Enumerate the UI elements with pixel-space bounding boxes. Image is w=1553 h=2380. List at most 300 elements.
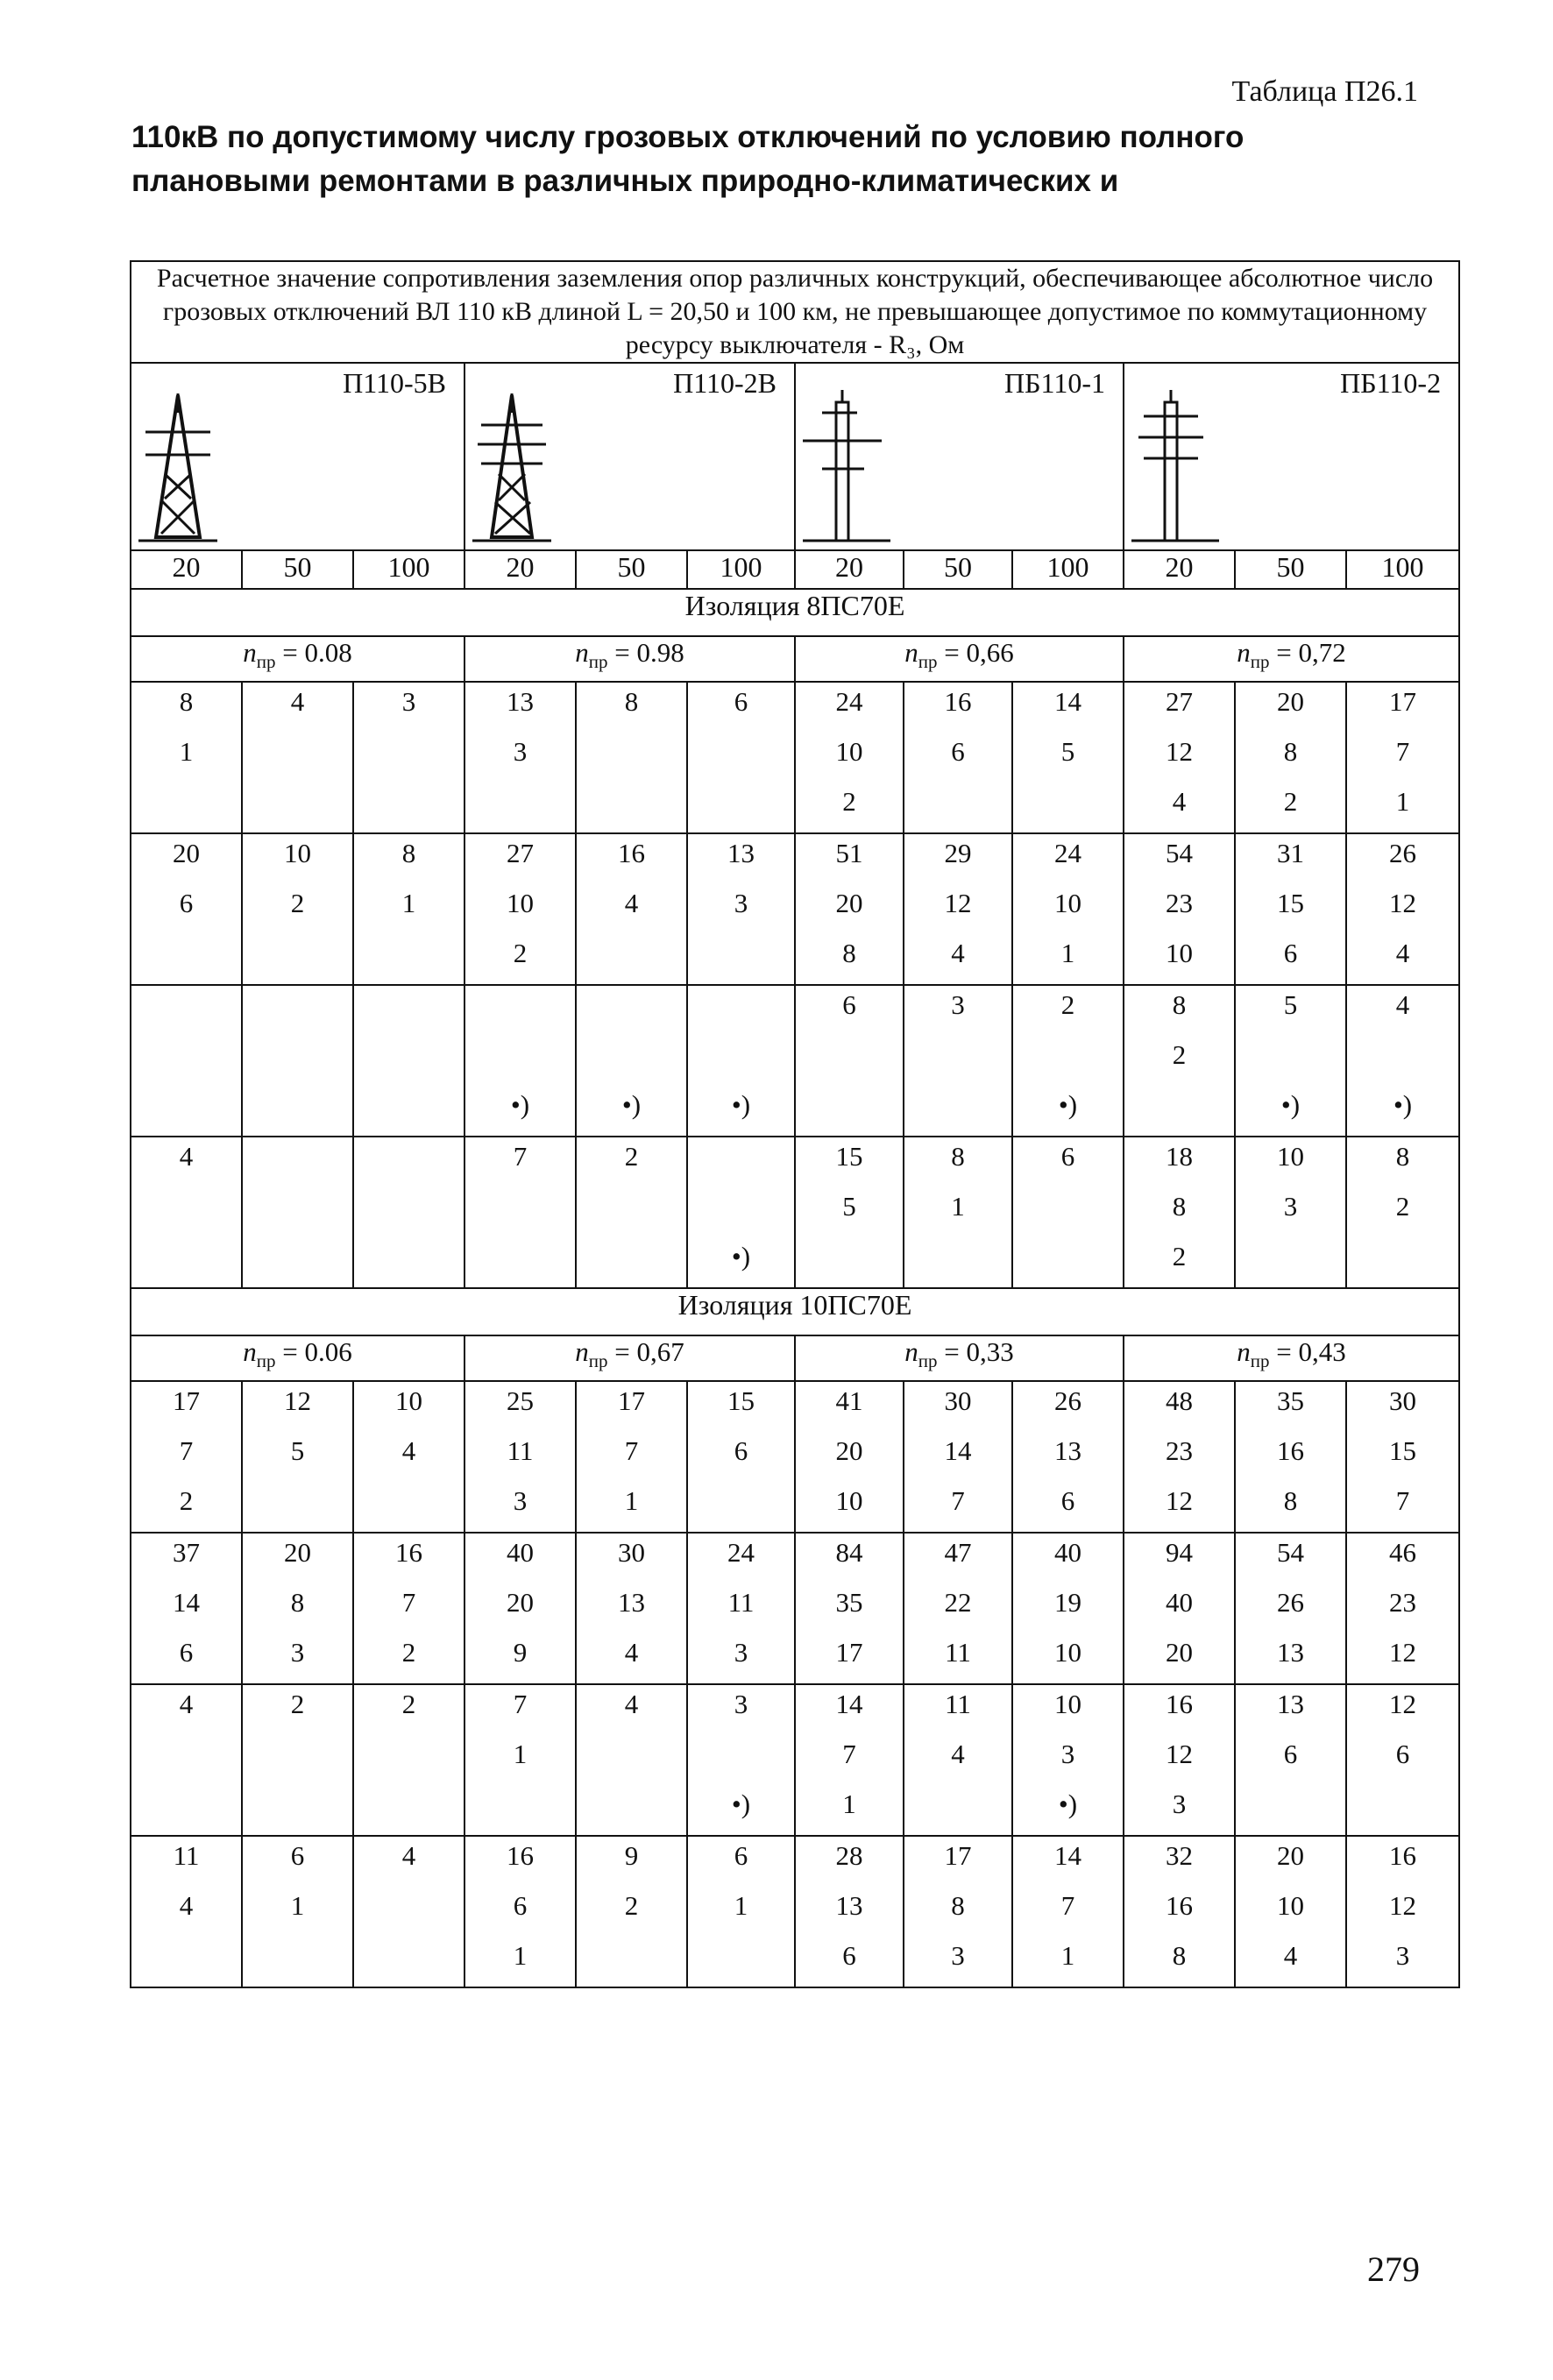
cell-value: 13	[1277, 1637, 1304, 1668]
table-cell	[353, 833, 464, 985]
cell-value	[577, 1036, 686, 1086]
table-row	[131, 1836, 1459, 1987]
cell-value: 12	[944, 888, 972, 918]
cell-value: 10	[1277, 1890, 1304, 1921]
table-cell	[1346, 682, 1459, 833]
length-header-cell: 20	[131, 550, 242, 589]
table-row	[131, 1533, 1459, 1684]
length-header-cell: 50	[1235, 550, 1346, 589]
cell-value: 4	[951, 1739, 965, 1769]
table-cell	[464, 682, 576, 833]
table-cell	[242, 1381, 353, 1533]
length-header-cell: 20	[795, 550, 904, 589]
cell-value	[354, 1137, 464, 1187]
cell-value: 15	[835, 1141, 863, 1172]
table-cell	[1124, 1137, 1235, 1288]
table-cell	[1012, 1137, 1124, 1288]
table-cell	[576, 1836, 687, 1987]
table-cell	[576, 682, 687, 833]
cell-value: 10	[395, 1385, 422, 1416]
coefficient-cell	[1124, 636, 1459, 682]
cell-value: 4	[624, 1637, 639, 1668]
table-cell	[131, 1533, 242, 1684]
cell-value: 35	[835, 1587, 863, 1618]
cell-value: 4	[1395, 938, 1410, 968]
cell-value: 3	[734, 1689, 748, 1719]
cell-value: 4	[1283, 1940, 1298, 1971]
coefficient-value: = 0,67	[614, 1336, 684, 1367]
cell-value: 40	[507, 1537, 534, 1568]
n-symbol: n	[904, 637, 918, 668]
cell-value: •)	[621, 1089, 642, 1120]
cell-value: 25	[507, 1385, 534, 1416]
table-cell	[464, 1381, 576, 1533]
cell-value: 24	[727, 1537, 755, 1568]
coefficient-cell	[1124, 1335, 1459, 1381]
cell-value: 48	[1166, 1385, 1193, 1416]
coefficient-value: = 0,66	[944, 637, 1014, 668]
cell-value: 1	[734, 1890, 748, 1921]
cell-value: 17	[173, 1385, 200, 1416]
cell-value: 8	[951, 1141, 965, 1172]
cell-value: •)	[1280, 1089, 1301, 1120]
cell-value: 15	[727, 1385, 755, 1416]
table-cell	[131, 985, 242, 1137]
heading-line-1: 110кВ по допустимому числу грозовых отключений по условию полного	[131, 120, 1245, 154]
n-subscript: пр	[588, 651, 608, 673]
length-header-cell: 50	[904, 550, 1012, 589]
cell-value: 3	[1060, 1739, 1075, 1769]
coefficient-cell	[464, 1335, 795, 1381]
table-cell	[687, 1533, 795, 1684]
cell-value: 16	[944, 686, 972, 717]
table-cell	[576, 1533, 687, 1684]
cell-value: 6	[1283, 938, 1298, 968]
table-cell	[904, 1137, 1012, 1288]
cell-value: 4	[624, 1689, 639, 1719]
table-cell	[1124, 1533, 1235, 1684]
cell-value: 41	[835, 1385, 863, 1416]
cell-value: 6	[842, 989, 856, 1020]
cell-value: 10	[284, 838, 311, 868]
cell-value: 3	[290, 1637, 305, 1668]
n-symbol: n	[575, 1336, 589, 1367]
cell-value: 3	[1172, 1789, 1187, 1819]
cell-value: 84	[835, 1537, 863, 1568]
cell-value: 11	[945, 1689, 971, 1719]
cell-value: 7	[1395, 1485, 1410, 1516]
table-cell	[1235, 1836, 1346, 1987]
table-cell	[1124, 1684, 1235, 1836]
cell-value: 8	[1283, 736, 1298, 767]
table-cell	[131, 1137, 242, 1288]
table-cell	[904, 833, 1012, 985]
cell-value: 16	[1166, 1689, 1193, 1719]
table-cell	[353, 682, 464, 833]
cell-value: 6	[734, 686, 748, 717]
cell-value: 4	[179, 1689, 194, 1719]
cell-value: 10	[1277, 1141, 1304, 1172]
cell-value: 4	[179, 1141, 194, 1172]
table-cell	[576, 1137, 687, 1288]
cell-value: •)	[731, 1789, 751, 1819]
table-cell	[687, 1137, 795, 1288]
cell-value: 20	[835, 888, 863, 918]
cell-value: 30	[1389, 1385, 1417, 1416]
table-cell	[687, 682, 795, 833]
table-cell	[576, 1684, 687, 1836]
length-header-cell: 20	[1124, 550, 1235, 589]
cell-value: 54	[1166, 838, 1193, 868]
table-cell	[795, 682, 904, 833]
cell-value	[354, 986, 464, 1036]
cell-value	[131, 986, 241, 1036]
cell-value: 27	[1166, 686, 1193, 717]
page-number: 279	[1367, 2249, 1420, 2289]
table-cell	[795, 1836, 904, 1987]
cell-value: 2	[179, 1485, 194, 1516]
cell-value: 20	[173, 838, 200, 868]
cell-value: 16	[1166, 1890, 1193, 1921]
cell-value: 15	[1277, 888, 1304, 918]
cell-value: 7	[842, 1739, 856, 1769]
cell-value: 1	[401, 888, 416, 918]
n-subscript: пр	[588, 1350, 608, 1372]
table-cell	[131, 1684, 242, 1836]
cell-value: 13	[835, 1890, 863, 1921]
cell-value: 14	[173, 1587, 200, 1618]
cell-value: 4	[624, 888, 639, 918]
cell-value: 2	[401, 1637, 416, 1668]
table-cell	[464, 1137, 576, 1288]
cell-value: 1	[1395, 786, 1410, 817]
table-cell	[1235, 1684, 1346, 1836]
cell-value: 47	[944, 1537, 972, 1568]
cell-value: 8	[1283, 1485, 1298, 1516]
cell-value: •)	[731, 1089, 751, 1120]
table-cell	[904, 1836, 1012, 1987]
cell-value	[688, 986, 794, 1036]
table-cell	[904, 1684, 1012, 1836]
cell-value: 14	[835, 1689, 863, 1719]
cell-value: 37	[173, 1537, 200, 1568]
cell-value: 4	[179, 1890, 194, 1921]
cell-value: 2	[1283, 786, 1298, 817]
cell-value: 3	[951, 1940, 965, 1971]
coefficient-value: = 0.98	[614, 637, 684, 668]
cell-value: 6	[842, 1940, 856, 1971]
cell-value: 20	[835, 1435, 863, 1466]
table-cell	[687, 1836, 795, 1987]
table-cell	[353, 985, 464, 1137]
cell-value: 13	[1054, 1435, 1081, 1466]
cell-value: 32	[1166, 1840, 1193, 1871]
cell-value: 7	[1060, 1890, 1075, 1921]
table-cell	[1346, 833, 1459, 985]
table-cell	[687, 833, 795, 985]
cell-value: 12	[1166, 736, 1193, 767]
cell-value: 26	[1054, 1385, 1081, 1416]
tower-name: ПБ110-2	[1340, 367, 1442, 399]
table-cell	[1235, 1381, 1346, 1533]
tower-header-p110-2v	[464, 363, 795, 550]
cell-value: 6	[1283, 1739, 1298, 1769]
cell-value: 1	[951, 1191, 965, 1222]
cell-value: 4	[951, 938, 965, 968]
table-cell	[242, 1533, 353, 1684]
cell-value: 2	[401, 1689, 416, 1719]
tower-header-pb110-2	[1124, 363, 1459, 550]
cell-value: 6	[179, 1637, 194, 1668]
cell-value: 16	[618, 838, 645, 868]
table-cell	[131, 1836, 242, 1987]
table-cell	[687, 1684, 795, 1836]
cell-value: 8	[1172, 1191, 1187, 1222]
cell-value: 12	[1389, 888, 1417, 918]
table-cell	[904, 985, 1012, 1137]
cell-value: 20	[1166, 1637, 1193, 1668]
cell-value: 3	[513, 1485, 528, 1516]
insulation-header: Изоляция 10ПС70Е	[131, 1288, 1459, 1335]
cell-value: 5	[290, 1435, 305, 1466]
cell-value: 16	[1389, 1840, 1417, 1871]
cell-value: 17	[618, 1385, 645, 1416]
table-cell	[576, 1381, 687, 1533]
cell-value: 8	[1395, 1141, 1410, 1172]
length-header-cell: 100	[1012, 550, 1124, 589]
concrete-pole-double-icon	[1131, 386, 1219, 544]
table-cell	[131, 833, 242, 985]
cell-value: 11	[727, 1587, 755, 1618]
cell-value: 1	[842, 1789, 856, 1819]
cell-value: 7	[513, 1689, 528, 1719]
cell-value: 13	[1277, 1689, 1304, 1719]
table-heading	[131, 116, 1455, 203]
table-row	[131, 1381, 1459, 1533]
table-cell	[576, 985, 687, 1137]
cell-value: 29	[944, 838, 972, 868]
table-cell	[1235, 833, 1346, 985]
table-cell	[904, 1533, 1012, 1684]
cell-value: 8	[624, 686, 639, 717]
cell-value: 7	[513, 1141, 528, 1172]
cell-value: 4	[401, 1840, 416, 1871]
cell-value: 16	[395, 1537, 422, 1568]
cell-value: 17	[1389, 686, 1417, 717]
cell-value: 1	[513, 1739, 528, 1769]
cell-value	[688, 1036, 794, 1086]
cell-value: 27	[507, 838, 534, 868]
insulation-header: Изоляция 8ПС70Е	[131, 589, 1459, 636]
tower-name: ПБ110-1	[1004, 367, 1105, 399]
length-header-cell: 20	[464, 550, 576, 589]
table-cell	[1124, 682, 1235, 833]
n-subscript: пр	[256, 651, 276, 673]
cell-value: 7	[179, 1435, 194, 1466]
cell-value: 15	[1389, 1435, 1417, 1466]
cell-value	[243, 1137, 352, 1187]
coefficient-value: = 0.08	[282, 637, 352, 668]
cell-value: 7	[624, 1435, 639, 1466]
table-row	[131, 682, 1459, 833]
cell-value	[465, 1036, 575, 1086]
table-cell	[1012, 985, 1124, 1137]
cell-value: 17	[835, 1637, 863, 1668]
cell-value: 6	[734, 1840, 748, 1871]
cell-value: 8	[951, 1890, 965, 1921]
n-symbol: n	[243, 637, 257, 668]
table-cell	[131, 1381, 242, 1533]
table-label: Таблица П26.1	[1231, 75, 1418, 108]
cell-value: 4	[290, 686, 305, 717]
table-row	[131, 985, 1459, 1137]
cell-value: 2	[1395, 1191, 1410, 1222]
cell-value: 2	[513, 938, 528, 968]
cell-value	[688, 1735, 794, 1785]
n-symbol: n	[575, 637, 589, 668]
table-cell	[464, 985, 576, 1137]
cell-value: 26	[1389, 838, 1417, 868]
tower-header-p110-5v	[131, 363, 464, 550]
table-cell	[795, 1381, 904, 1533]
cell-value: 20	[1277, 686, 1304, 717]
table-cell	[353, 1381, 464, 1533]
cell-value: 4	[401, 1435, 416, 1466]
n-subscript: пр	[256, 1350, 276, 1372]
cell-value: 11	[173, 1840, 200, 1871]
coefficient-cell	[131, 636, 464, 682]
table-cell	[353, 1533, 464, 1684]
cell-value: 30	[944, 1385, 972, 1416]
cell-value: 6	[1060, 1485, 1075, 1516]
cell-value: 8	[179, 686, 194, 717]
resistance-table	[130, 260, 1460, 1988]
cell-value: 20	[507, 1587, 534, 1618]
coefficient-value: = 0,72	[1276, 637, 1346, 668]
table-cell	[687, 985, 795, 1137]
cell-value	[243, 986, 352, 1036]
cell-value: 1	[1060, 938, 1075, 968]
length-row	[131, 550, 1459, 589]
table-cell	[795, 1137, 904, 1288]
cell-value: 12	[1389, 1637, 1417, 1668]
cell-value: 3	[513, 736, 528, 767]
cell-value: 6	[290, 1840, 305, 1871]
cell-value: 28	[835, 1840, 863, 1871]
table-cell	[353, 1836, 464, 1987]
cell-value: 14	[1054, 686, 1081, 717]
cell-value: 2	[624, 1890, 639, 1921]
cell-value: 10	[1166, 938, 1193, 968]
cell-value: 4	[1395, 989, 1410, 1020]
tower-name: П110-2В	[673, 367, 776, 399]
table-cell	[795, 985, 904, 1137]
cell-value: 22	[944, 1587, 972, 1618]
cell-value: 2	[1060, 989, 1075, 1020]
concrete-pole-icon	[803, 386, 890, 544]
cell-value: •)	[510, 1089, 530, 1120]
cell-value: 13	[507, 686, 534, 717]
cell-value	[465, 986, 575, 1036]
cell-value: 31	[1277, 838, 1304, 868]
cell-value: 6	[1060, 1141, 1075, 1172]
lattice-tower-icon	[138, 386, 217, 544]
cell-value: 54	[1277, 1537, 1304, 1568]
cell-value: 14	[944, 1435, 972, 1466]
table-cell	[1346, 985, 1459, 1137]
cell-value: 12	[1389, 1890, 1417, 1921]
cell-value	[1013, 1036, 1123, 1086]
cell-value: 20	[1277, 1840, 1304, 1871]
table-cell	[1012, 1836, 1124, 1987]
cell-value: 6	[1395, 1739, 1410, 1769]
table-cell	[242, 1137, 353, 1288]
cell-value: 8	[401, 838, 416, 868]
table-cell	[1012, 1381, 1124, 1533]
n-symbol: n	[904, 1336, 918, 1367]
cell-value: 6	[734, 1435, 748, 1466]
cell-value: 8	[290, 1587, 305, 1618]
cell-value: 3	[401, 686, 416, 717]
length-header-cell: 50	[576, 550, 687, 589]
cell-value: 10	[835, 1485, 863, 1516]
table-cell	[242, 682, 353, 833]
table-cell	[353, 1684, 464, 1836]
table-cell	[1124, 1381, 1235, 1533]
table-cell	[576, 833, 687, 985]
cell-value: 3	[1395, 1940, 1410, 1971]
table-cell	[464, 1684, 576, 1836]
cell-value: 1	[290, 1890, 305, 1921]
table-cell	[242, 1836, 353, 1987]
cell-value: 7	[401, 1587, 416, 1618]
table-cell	[1124, 985, 1235, 1137]
double-circuit-tower-icon	[472, 386, 551, 544]
tower-name: П110-5В	[343, 367, 446, 399]
cell-value	[688, 1137, 794, 1187]
table-cell	[1012, 1684, 1124, 1836]
cell-value: 51	[835, 838, 863, 868]
n-subscript: пр	[918, 651, 938, 673]
table-cell	[242, 833, 353, 985]
cell-value: 24	[835, 686, 863, 717]
cell-value: 1	[624, 1485, 639, 1516]
coefficient-cell	[795, 1335, 1124, 1381]
cell-value: 7	[951, 1485, 965, 1516]
cell-value: •)	[1393, 1089, 1413, 1120]
table-cell	[464, 1533, 576, 1684]
table-cell	[464, 833, 576, 985]
cell-value: 8	[1172, 1940, 1187, 1971]
heading-line-2: плановыми ремонтами в различных природно-климатических и	[131, 164, 1119, 198]
cell-value: 1	[513, 1940, 528, 1971]
cell-value: 5	[842, 1191, 856, 1222]
cell-value: 40	[1166, 1587, 1193, 1618]
table-cell	[904, 1381, 1012, 1533]
table-cell	[1346, 1381, 1459, 1533]
cell-value: 17	[944, 1840, 972, 1871]
cell-value: 19	[1054, 1587, 1081, 1618]
cell-value: 2	[290, 888, 305, 918]
cell-value: 1	[1060, 1940, 1075, 1971]
cell-value: 7	[1395, 736, 1410, 767]
length-header-cell: 100	[353, 550, 464, 589]
cell-value: 3	[734, 1637, 748, 1668]
cell-value: 40	[1054, 1537, 1081, 1568]
cell-value: 1	[179, 736, 194, 767]
table-cell	[1235, 1137, 1346, 1288]
cell-value: 10	[1054, 1689, 1081, 1719]
